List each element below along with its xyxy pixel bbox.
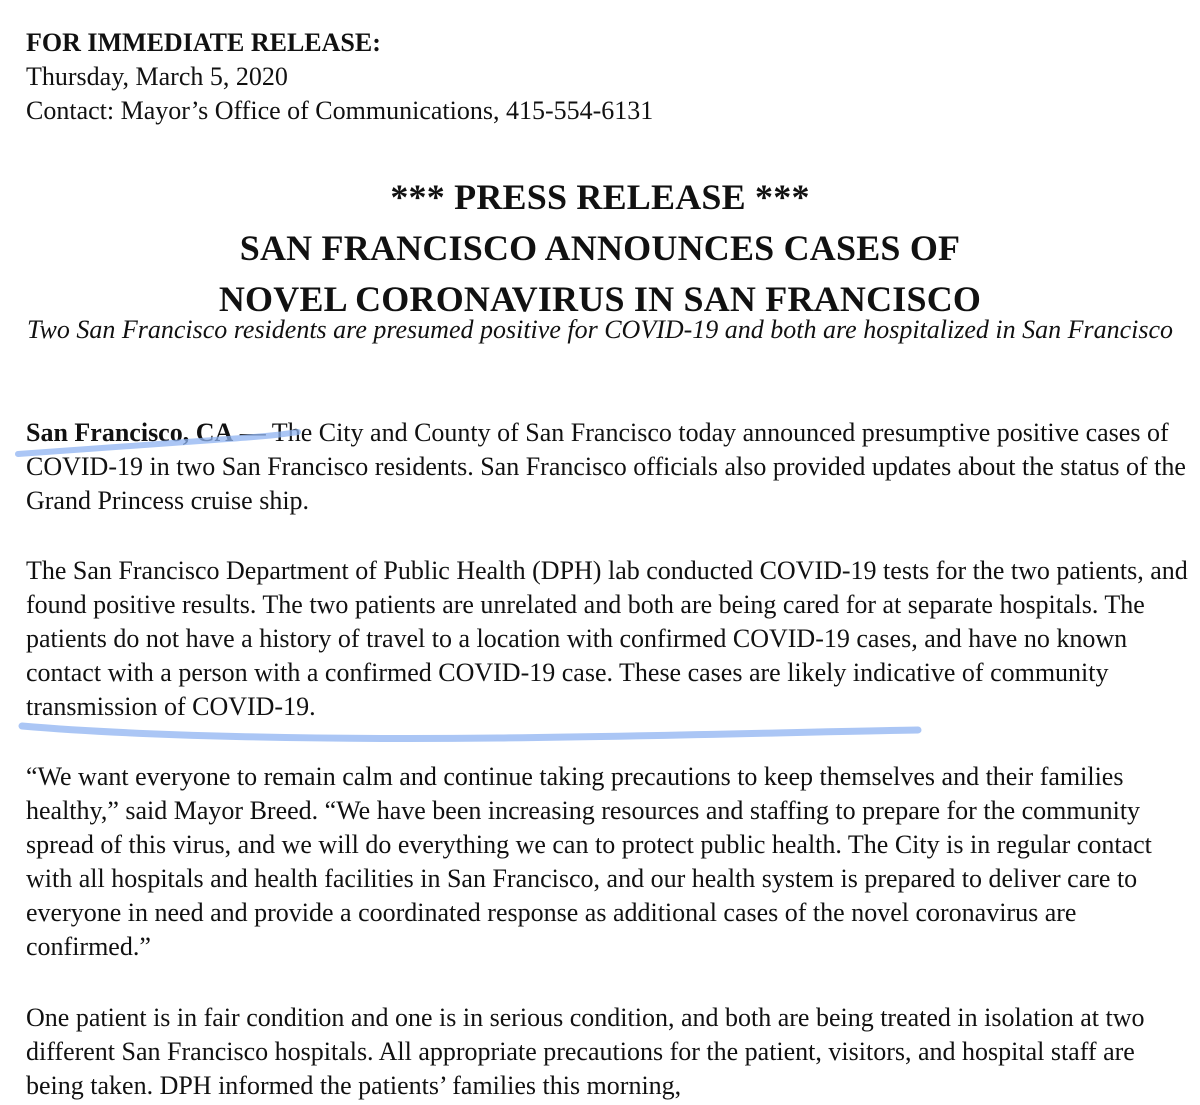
paragraph-2: [26, 554, 1191, 724]
paragraph-4: [26, 1001, 1191, 1103]
paragraph-3-text: “We want everyone to remain calm and continue taking precautions to keep themselves and their families healthy,” said Mayor Breed. “We have been increasing resources and staffing to prepare for the community spread of this virus, and we will do everything we can to protect public health. The City is in regular contact with all hospitals and health facilities in San Francisco, and our health system is prepared to deliver care to everyone in need and provide a coordinated response as additional cases of the novel coronavirus are confirmed.”: [26, 762, 1152, 961]
release-date: Thursday, March 5, 2020: [26, 62, 288, 91]
release-header: [26, 26, 1176, 128]
page-title: [0, 172, 1200, 325]
release-label: FOR IMMEDIATE RELEASE:: [26, 28, 381, 57]
title-line-2: SAN FRANCISCO ANNOUNCES CASES OF: [239, 228, 961, 268]
paragraph-2-end: .: [309, 692, 316, 721]
highlighted-sentence: These cases are likely indicative of community transmission of COVID-19: [26, 658, 1109, 721]
paragraph-2-text: The San Francisco Department of Public Health (DPH) lab conducted COVID-19 tests for the two patients, and found positive results. The two patients are unrelated and both are being cared for at separate hospitals. The patients do not have a history of travel to a location with confirmed COVID-19 cases, and have no known contact with a person with a confirmed COVID-19 case.: [26, 556, 1188, 687]
paragraph-4-text: One patient is in fair condition and one is in serious condition, and both are being treated in isolation at two different San Francisco hospitals. All appropriate precautions for the patient, visitors, and hospital staff are being taken. DPH informed the patients’ families this morning,: [26, 1003, 1145, 1100]
title-line-1: *** PRESS RELEASE ***: [390, 177, 810, 217]
release-contact: Contact: Mayor’s Office of Communications, 415-554-6131: [26, 96, 654, 125]
paragraph-1: [26, 416, 1191, 518]
paragraph-1-text: — The City and County of San Francisco today announced presumptive positive cases of COVID-19 in two San Francisco residents. San Francisco officials also provided updates about the status of the Grand Princess cruise ship.: [26, 418, 1186, 515]
dateline: San Francisco, CA: [26, 418, 234, 447]
paragraph-3: [26, 760, 1191, 964]
page-subtitle: Two San Francisco residents are presumed positive for COVID-19 and both are hospitalized in San Francisco: [26, 315, 1174, 344]
title-line-3: NOVEL CORONAVIRUS IN SAN FRANCISCO: [218, 279, 982, 319]
